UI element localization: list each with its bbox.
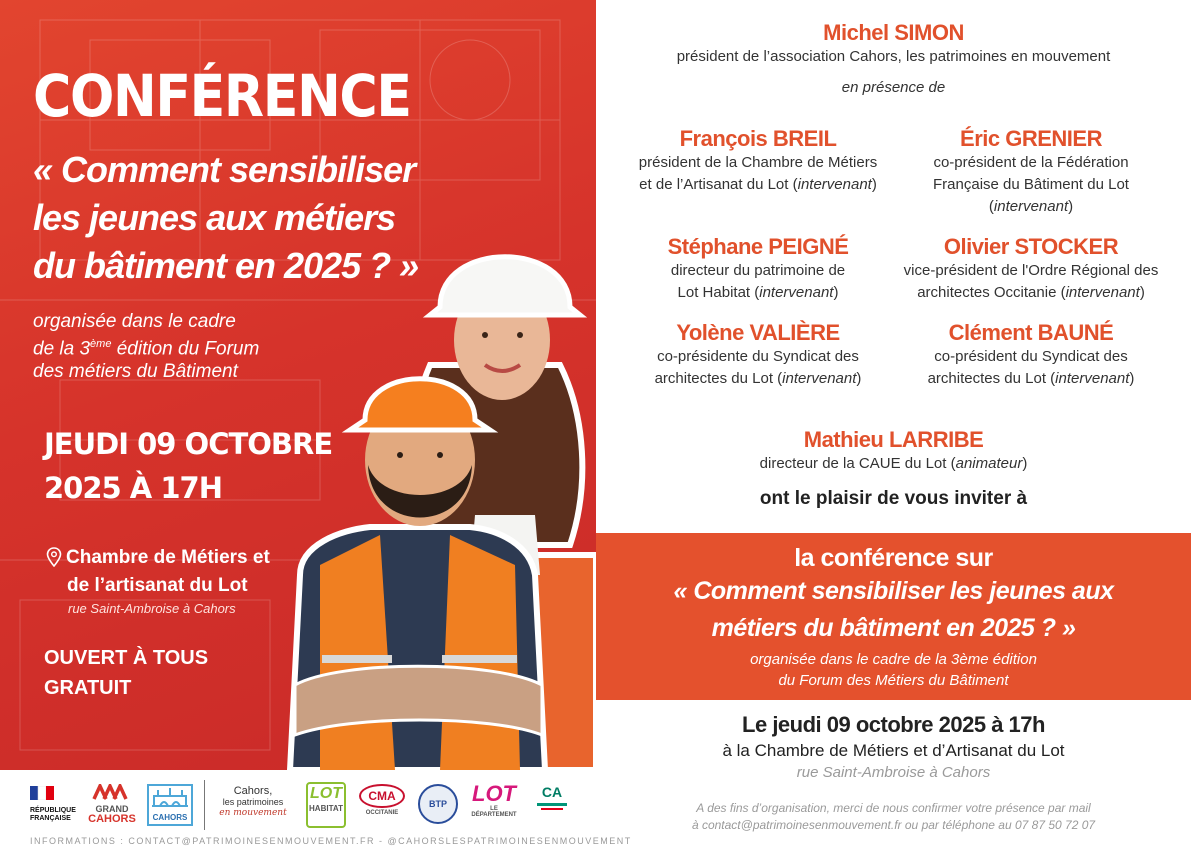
moderator-name: Mathieu LARRIBE [803,427,984,452]
speaker-name: François BREIL [679,126,837,151]
cahors-box-text: CAHORS [152,813,188,822]
republique-francaise-logo [30,786,78,823]
ca-stripe [537,803,567,806]
speaker-role-line: et de l’Artisanat du Lot (intervenant) [639,176,877,193]
speaker-tag: intervenant [993,198,1069,215]
speaker-role-line: co-président de la Fédération [933,154,1129,171]
ca-stripe [541,808,563,810]
invitation-text: ont le plaisir de vous inviter à [759,488,1028,509]
event-datetime: Le jeudi 09 octobre 2025 à 17h [742,712,1045,737]
speaker-card [881,320,1181,390]
rsvp-line: A des fins d’organisation, merci de nous confirmer votre présence par mail [696,801,1091,815]
banner-subtitle-line: du Forum des Métiers du Bâtiment [778,672,1009,689]
marianne-flag-icon [30,786,54,800]
banner-question-line: métiers du bâtiment en 2025 ? » [711,614,1076,642]
speaker-tag: intervenant [1065,284,1140,301]
ordinal-suffix: ème [90,338,112,350]
lot-habitat-lot-text: LOT [310,785,342,802]
rsvp-line: à contact@patrimoinesenmouvement.fr ou par téléphone au 07 87 50 72 07 [691,818,1096,832]
speaker-role-line: Française du Bâtiment du Lot [933,176,1129,193]
admission-info [44,643,208,703]
event-street: rue Saint-Ambroise à Cahors [796,764,991,781]
moderator-role-text: directeur de la CAUE du Lot [759,455,947,472]
assoc-motto: en mouvement [219,808,287,818]
speaker-card [608,320,908,390]
speaker-role-text: architectes du Lot [654,370,773,387]
date-line: 2025 À 17H [44,471,222,505]
cma-logo [356,784,408,816]
rf-text [30,807,78,823]
lot-habitat-logo [306,782,346,828]
lot-departement-logo [470,782,518,818]
event-venue: à la Chambre de Métiers et d’Artisanat du Lot [722,741,1065,760]
speaker-role-line: architectes Occitanie (intervenant) [917,284,1145,301]
place-line: Chambre de Métiers et [66,547,270,568]
logo-divider [204,780,205,830]
question-line: du bâtiment en 2025 ? » [33,245,419,286]
event-place [46,544,270,616]
conference-banner [596,533,1191,700]
moderator-role: directeur de la CAUE du Lot (animateur) [759,455,1028,472]
host-block [596,20,1191,99]
location-pin-icon [46,547,62,567]
moderator-block [596,427,1191,475]
presence-label: en présence de [841,79,946,96]
cma-text: CMA [359,784,404,808]
grand-text: GRAND [95,804,129,814]
rf-line: FRANÇAISE [30,815,71,822]
speaker-role-line: directeur du patrimoine de [670,262,846,279]
credit-agricole-logo [530,784,574,810]
speaker-card [881,234,1181,304]
speaker-role-line: vice-président de l'Ordre Régional des [903,262,1159,279]
speaker-name: Yolène VALIÈRE [676,320,840,345]
org-line2-post: édition du Forum [111,338,260,360]
banner-question-line: « Comment sensibiliser les jeunes aux [673,577,1114,605]
moderator-tag: animateur [955,455,1023,472]
rf-line: RÉPUBLIQUE [30,807,76,814]
bridge-icon [150,786,190,808]
cahors-city-logo [147,784,193,826]
cma-sub-text: OCCITANIE [365,810,399,816]
speaker-tag: intervenant [782,370,857,387]
question-line: « Comment sensibiliser [33,149,416,190]
speaker-name: Stéphane PEIGNÉ [667,234,849,259]
association-logo [212,786,294,819]
date-line: JEUDI 09 OCTOBRE [44,427,333,461]
speaker-role-text: architectes du Lot [927,370,1046,387]
assoc-line: les patrimoines [222,797,284,807]
host-name: Michel SIMON [823,20,964,45]
speaker-tag: intervenant [1055,370,1130,387]
speaker-card [608,126,908,196]
lot-habitat-habitat-text: HABITAT [309,804,343,813]
workers-photo [280,215,596,770]
question-line: les jeunes aux métiers [33,197,396,238]
org-line2-pre: de la 3 [33,338,91,360]
rsvp-note [596,800,1191,834]
btp-logo [418,784,458,824]
speaker-role-line: architectes du Lot (intervenant) [654,370,862,387]
speaker-role-text: architectes Occitanie [917,284,1057,301]
btp-text: BTP [429,799,447,809]
ca-text: CA [541,784,563,800]
assoc-line: Cahors, [233,785,273,797]
org-line: des métiers du Bâtiment [33,361,238,383]
org-line: organisée dans le cadre [33,311,236,332]
speaker-tag: intervenant [797,176,872,193]
speaker-name: Clément BAUNÉ [948,320,1114,345]
speaker-role-line: architectes du Lot (intervenant) [927,370,1135,387]
organisation-context [33,310,259,383]
speaker-name: Éric GRENIER [960,126,1102,151]
lot-dept-text: LOT [472,781,516,806]
contact-info-footer: INFORMATIONS : CONTACT@PATRIMOINESENMOUVEMENT.FR - @CAHORSLESPATRIMOINESENMOUVEMENT [30,836,632,846]
speaker-role-line: (intervenant) [988,198,1074,215]
speaker-card [881,126,1181,218]
admission-line: OUVERT À TOUS [44,647,209,669]
banner-question [596,573,1191,647]
event-when [596,712,1191,781]
conference-title: CONFÉRENCE [33,62,411,130]
speaker-role-line: Lot Habitat (intervenant) [677,284,839,301]
speaker-role-line: co-présidente du Syndicat des [657,348,859,365]
org-line [33,333,259,360]
speaker-role-line: président de la Chambre de Métiers [638,154,878,171]
banner-heading: la conférence sur [794,544,993,572]
speaker-tag: intervenant [759,284,834,301]
cahors-text: CAHORS [88,813,136,825]
grand-cahors-mark-icon [92,784,132,800]
speaker-role-line: co-président du Syndicat des [934,348,1128,365]
place-line: de l’artisanat du Lot [67,575,248,596]
lot-dept-sub-text: LE DÉPARTEMENT [471,806,517,818]
grand-cahors-logo [86,784,138,825]
admission-line: GRATUIT [44,677,132,699]
speaker-card [608,234,908,304]
speaker-name: Olivier STOCKER [943,234,1119,259]
place-street: rue Saint-Ambroise à Cahors [68,601,236,616]
speaker-role-text: Lot Habitat [677,284,751,301]
banner-subtitle [596,649,1191,691]
banner-subtitle-line: organisée dans le cadre de la 3ème édition [750,651,1037,668]
speaker-role-text: et de l’Artisanat du Lot [639,176,789,193]
host-role: président de l’association Cahors, les patrimoines en mouvement [676,48,1111,65]
poster-left-panel [0,0,596,770]
